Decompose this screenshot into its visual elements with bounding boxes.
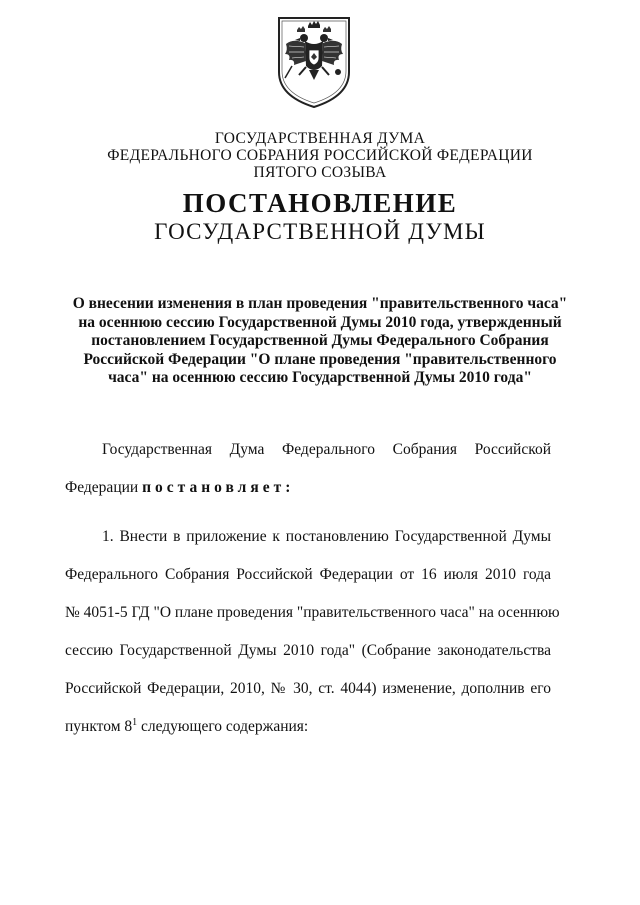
header-line-2: ФЕДЕРАЛЬНОГО СОБРАНИЯ РОССИЙСКОЙ ФЕДЕРАЦИИ — [107, 147, 533, 164]
subject-line: на осеннюю сессию Государственной Думы 2010 года, утвержденный — [78, 313, 562, 331]
item-line: 1. Внести в приложение к постановлению Государственной Думы — [102, 528, 551, 545]
coat-of-arms-icon — [275, 14, 353, 110]
item-last-prefix: пунктом 8 — [65, 718, 133, 735]
preamble-line — [65, 478, 551, 516]
item-last-suffix: следующего содержания: — [137, 718, 309, 735]
preamble-paragraph — [65, 440, 551, 516]
item-line: № 4051-5 ГД "О плане проведения "правительственного часа" на осеннюю — [65, 604, 560, 621]
item-line: сессию Государственной Думы 2010 года" (Собрание законодательства — [65, 642, 551, 659]
document-title: ПОСТАНОВЛЕНИЕ — [182, 188, 458, 218]
document-subtitle: ГОСУДАРСТВЕННОЙ ДУМЫ — [154, 219, 486, 244]
subject-line: постановлением Государственной Думы Федерального Собрания — [91, 332, 549, 349]
preamble-line: Государственная Дума Федерального Собрания Российской — [102, 441, 551, 458]
resolves-word: постановляет: — [142, 479, 295, 496]
item-1-paragraph — [65, 527, 560, 755]
header-line-1: ГОСУДАРСТВЕННАЯ ДУМА — [214, 130, 426, 147]
subject-line: часа" на осеннюю сессию Государственной Думы 2010 года" — [108, 369, 532, 386]
item-line: Российской Федерации, 2010, № 30, ст. 4044) изменение, дополнив его — [65, 680, 551, 697]
subject-line: О внесении изменения в план проведения "правительственного часа" — [72, 295, 568, 312]
header-line-3: ПЯТОГО СОЗЫВА — [253, 164, 387, 181]
subject-line: Российской Федерации "О плане проведения "правительственного — [83, 350, 557, 368]
item-line: Федерального Собрания Российской Федерации от 16 июля 2010 года — [65, 566, 551, 583]
item-line-last — [65, 717, 551, 755]
preamble-text: Федерации — [65, 479, 139, 496]
document-subject — [40, 295, 600, 388]
item-superscript: 1 — [132, 717, 138, 728]
